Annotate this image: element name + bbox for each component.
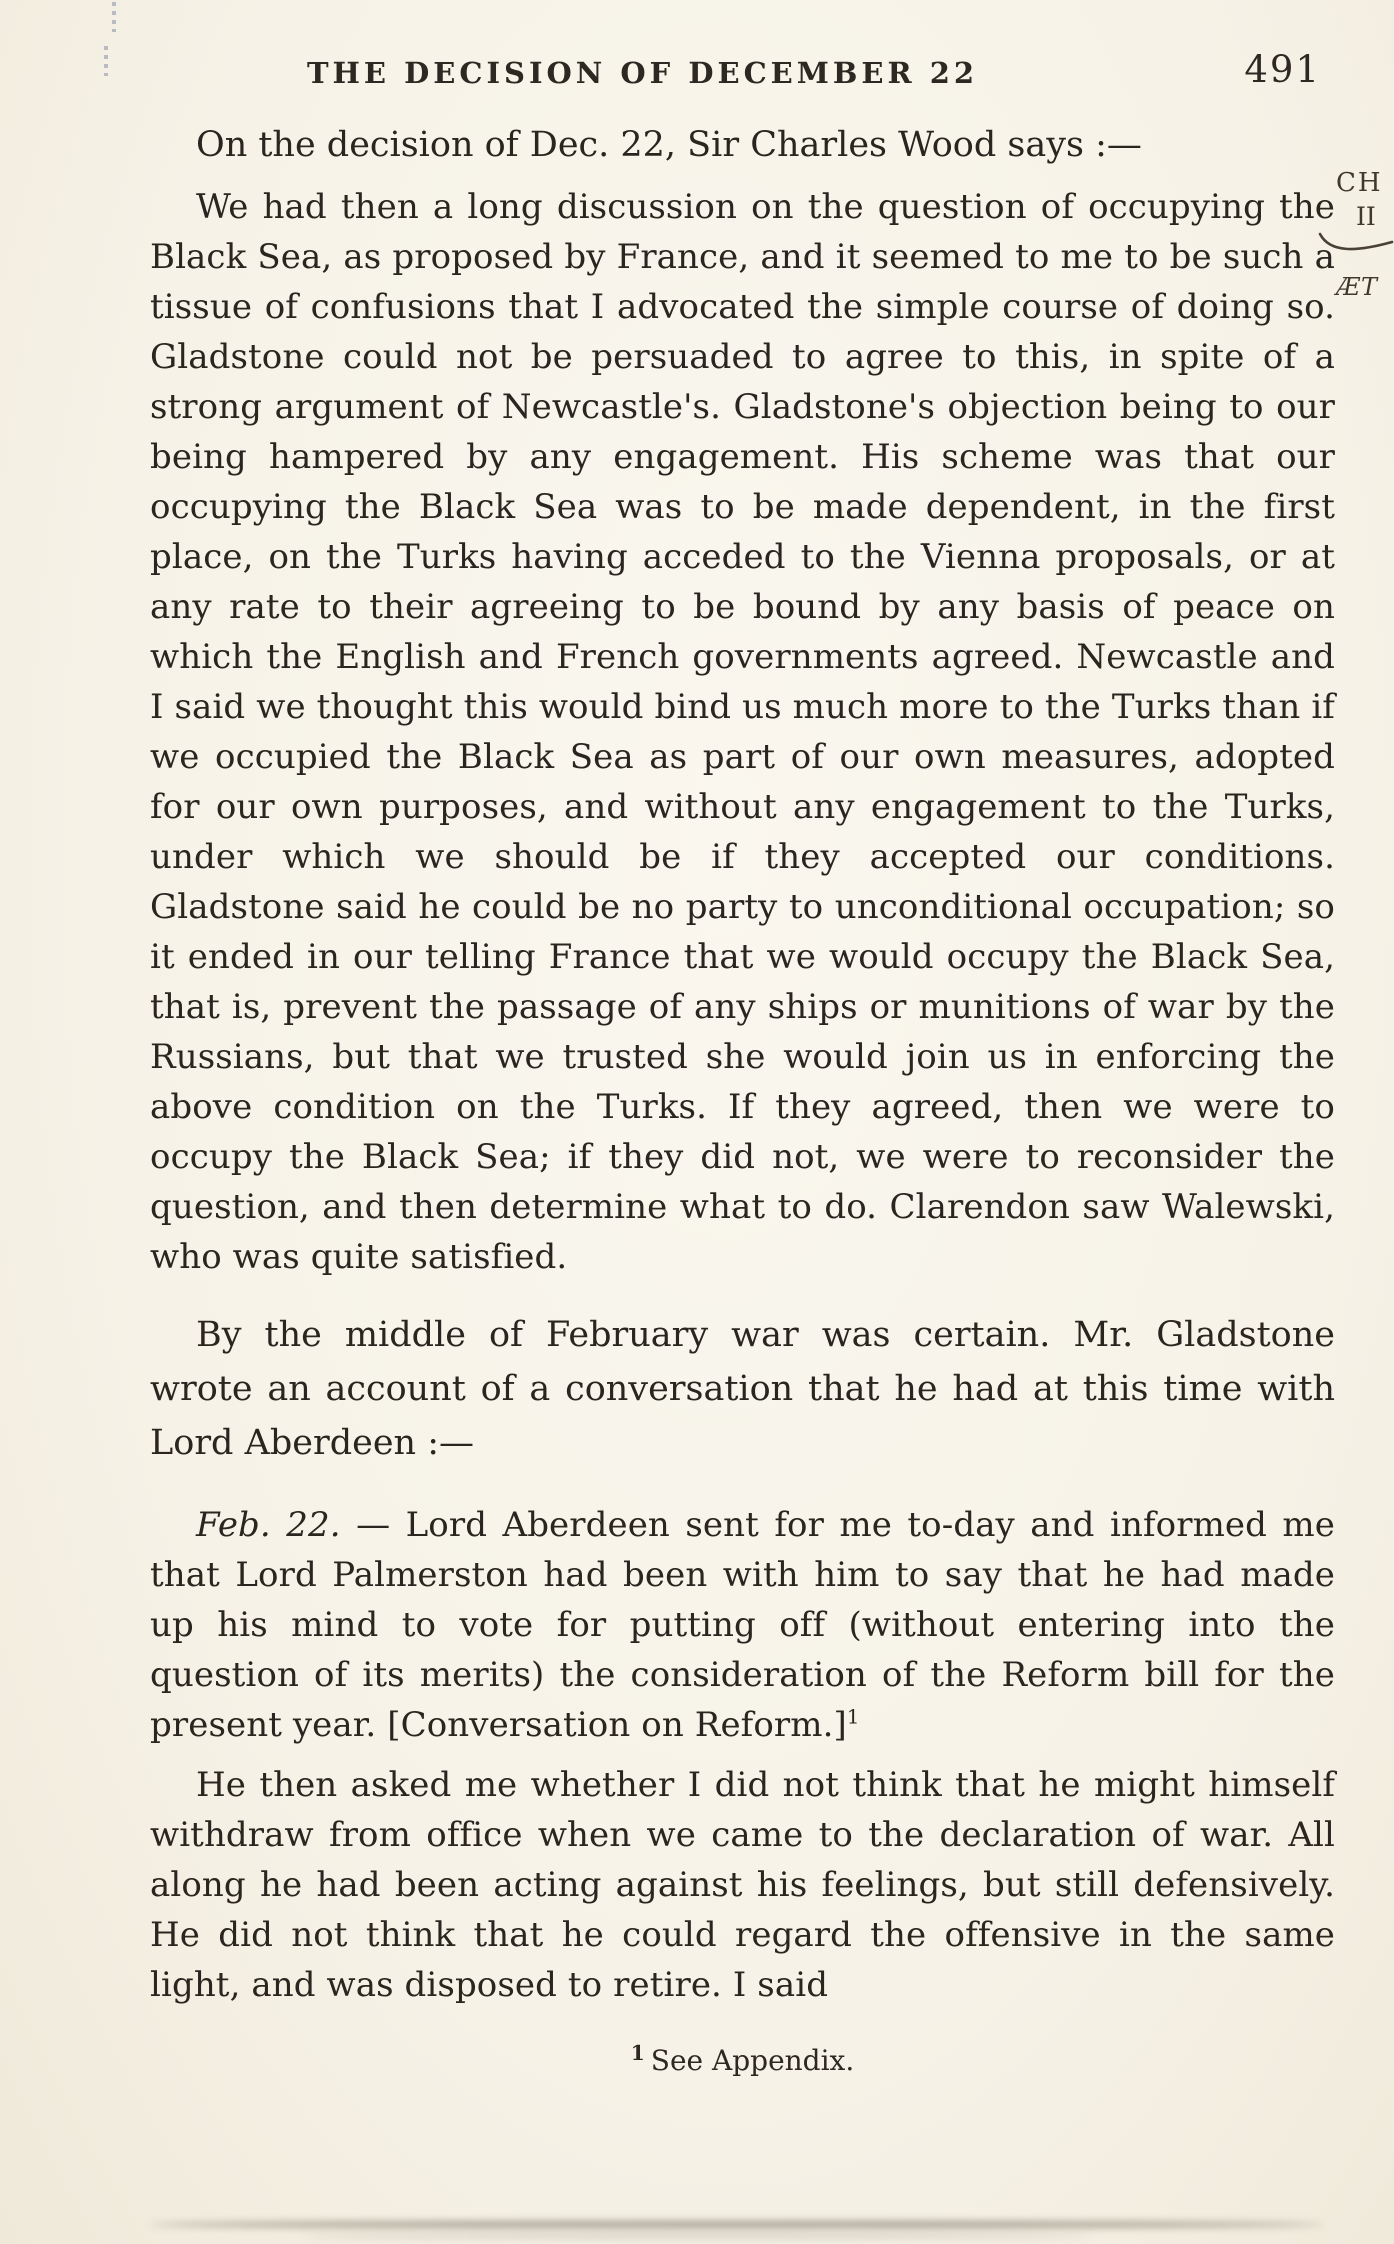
diary-paragraph xyxy=(150,1500,1335,1750)
running-header xyxy=(150,48,1335,100)
footnote-marker: 1 xyxy=(846,1705,860,1729)
narrative-paragraph: By the middle of February war was certain. Mr. Gladstone wrote an account of a conversation that he had at this time with Lord Aberdeen :— xyxy=(150,1315,1335,1463)
margin-note-chapter-number: II xyxy=(1356,202,1376,231)
margin-note-chapter: CH xyxy=(1336,168,1383,198)
scan-edge-shadow-secondary xyxy=(300,2234,1094,2238)
scan-artifact-dots xyxy=(104,46,108,76)
diary-text: — Lord Aberdeen sent for me to-day and informed me that Lord Palmerston had been with him to say that he had made up his mind to vote for putting off (without entering into the question of its merits) the consideration of the Reform bill for the present year. [Conversation on Reform.] xyxy=(150,1505,1335,1745)
wood-quote-paragraph: We had then a long discussion on the question of occupying the Black Sea, as proposed by France, and it seemed to me to be such a tissue of confusions that I advocated the simple course of doing so. Gladstone could not be persuaded to agree to this, in spite of a strong argument of Newcastle's. Gladstone's objection being to our being hampered by any engagement. His scheme was that our occupying the Black Sea was to be made dependent, in the first place, on the Turks having acceded to the Vienna proposals, or at any rate to their agreeing to be bound by any basis of peace on which the English and French governments agreed. Newcastle and I said we thought this would bind us much more to the Turks than if we occupied the Black Sea as part of our own measures, adopted for our own purposes, and without any engagement to the Turks, under which we should be if they accepted our conditions. Gladstone said he could be no party to unconditional occupation; so it ended in our telling France that we would occupy the Black Sea, that is, prevent the passage of any ships or munitions of war by the Russians, but that we trusted she would join us in enforcing the above condition on the Turks. If they agreed, then we were to occupy the Black Sea; if they did not, we were to reconsider the question, and then determine what to do. Clarendon saw Walewski, who was quite satisfied. xyxy=(150,187,1335,1277)
text-block xyxy=(150,118,1335,2077)
scan-artifact-dots xyxy=(112,2,116,32)
closing-paragraph: He then asked me whether I did not think that he might himself withdraw from office when we came to the declaration of war. All along he had been acting against his feelings, but still defensively. He did not think that he could regard the offensive in the same light, and was disposed to retire. I said xyxy=(150,1765,1335,2005)
margin-notes xyxy=(1336,168,1394,301)
diary-date: Feb. 22. xyxy=(196,1505,341,1545)
footnote-text: See Appendix. xyxy=(650,2044,855,2077)
scan-artifact-marks xyxy=(104,2,116,90)
footnote-number: 1 xyxy=(630,2040,645,2065)
margin-note-aetat: ÆT xyxy=(1336,273,1379,301)
intro-paragraph: On the decision of Dec. 22, Sir Charles Wood says :— xyxy=(196,125,1142,165)
running-header-title: THE DECISION OF DECEMBER 22 xyxy=(306,56,979,90)
footnote xyxy=(150,2040,1335,2077)
page-number: 491 xyxy=(1244,48,1321,91)
scan-edge-shadow xyxy=(150,2221,1324,2228)
